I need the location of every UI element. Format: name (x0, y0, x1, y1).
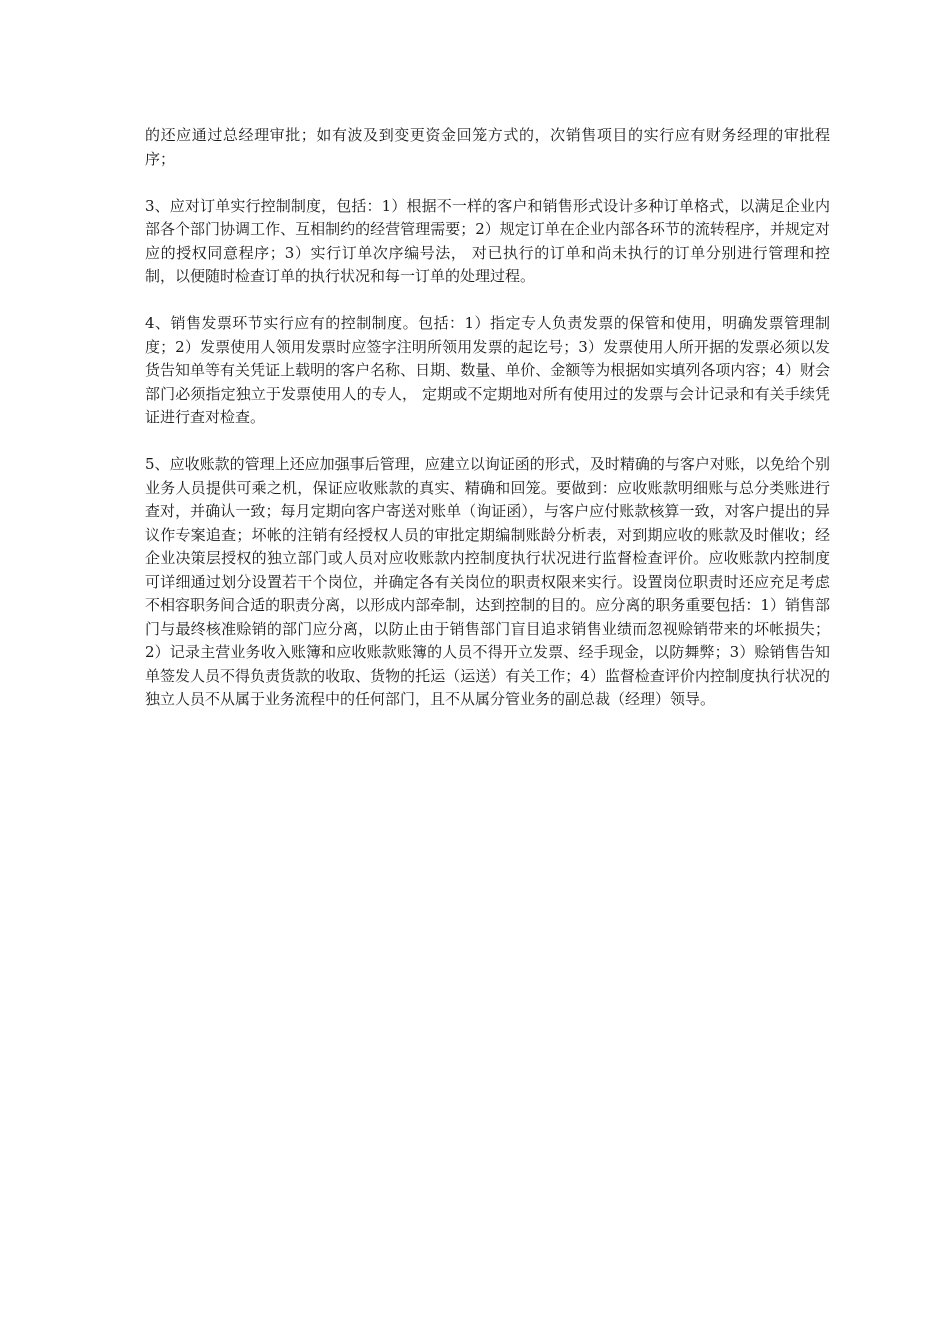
paragraph-invoice-control: 4、销售发票环节实行应有的控制制度。包括：1）指定专人负责发票的保管和使用，明确发票管理制度；2）发票使用人领用发票时应签字注明所领用发票的起讫号；3）发票使用人所开据的发票必须以发货告知单等有关凭证上载明的客户名称、日期、数量、单价、金额等为根据如实填列各项内容；4）财会部门必须指定独立于发票使用人的专人， 定期或不定期地对所有使用过的发票与会计记录和有关手续凭证进行查对检查。 (145, 314, 830, 426)
document-body (145, 124, 830, 735)
paragraph-receivables-management: 5、应收账款的管理上还应加强事后管理，应建立以询证函的形式，及时精确的与客户对账，以免给个别业务人员提供可乘之机，保证应收账款的真实、精确和回笼。要做到：应收账款明细账与总分类账进行查对，并确认一致；每月定期向客户寄送对账单（询证函），与客户应付账款核算一致，对客户提出的异议作专案追查；坏帐的注销有经授权人员的审批定期编制账龄分析表，对到期应收的账款及时催收；经企业决策层授权的独立部门或人员对应收账款内控制度执行状况进行监督检查评价。应收账款内控制度可详细通过划分设置若干个岗位，并确定各有关岗位的职责权限来实行。设置岗位职责时还应充足考虑不相容职务间合适的职责分离，以形成内部牵制，达到控制的目的。应分离的职务重要包括：1）销售部门与最终核准赊销的部门应分离，以防止由于销售部门盲目追求销售业绩而忽视赊销带来的坏帐损失；2）记录主营业务收入账簿和应收账款账簿的人员不得开立发票、经手现金，以防舞弊；3）赊销售告知单签发人员不得负责货款的收取、货物的托运（运送）有关工作；4）监督检查评价内控制度执行状况的独立人员不从属于业务流程中的任何部门，且不从属分管业务的副总裁（经理）领导。 (145, 455, 830, 708)
paragraph-continuation: 的还应通过总经理审批；如有波及到变更资金回笼方式的，次销售项目的实行应有财务经理的审批程序； (145, 126, 830, 168)
paragraph-order-control: 3、应对订单实行控制制度，包括：1）根据不一样的客户和销售形式设计多种订单格式，以满足企业内部各个部门协调工作、互相制约的经营管理需要；2）规定订单在企业内部各环节的流转程序，并规定对应的授权同意程序；3）实行订单次序编号法， 对已执行的订单和尚未执行的订单分别进行管理和控制，以便随时检查订单的执行状况和每一订单的处理过程。 (145, 196, 830, 285)
